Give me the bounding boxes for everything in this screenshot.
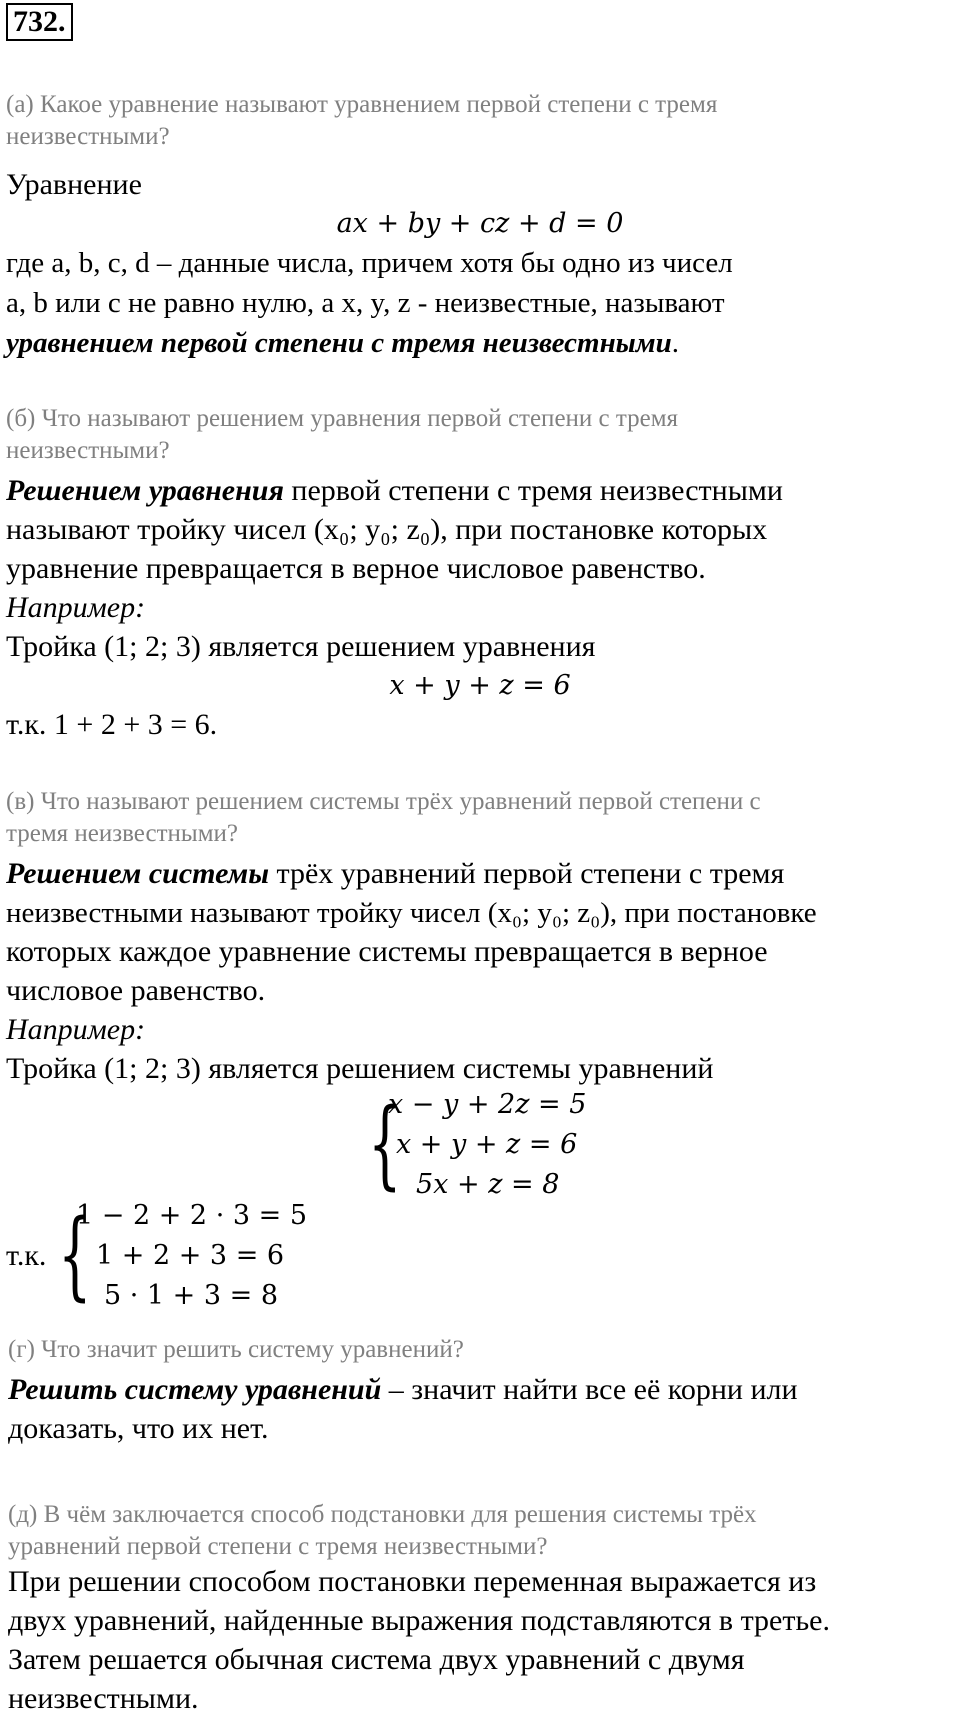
answer-c-line1-rest: трёх уравнений первой степени с тремя (269, 857, 785, 890)
example-text-c: Тройка (1; 2; 3) является решением системы уравнений (6, 1052, 714, 1085)
term-first-degree-equation: уравнением первой степени с тремя неизвестными (6, 327, 672, 359)
answer-b-line1 (6, 472, 783, 510)
because-b: т.к. 1 + 2 + 3 = 6. (6, 708, 218, 741)
check-row-2: 1 + 2 + 3 = 6 (96, 1240, 285, 1271)
system-row-2: x + y + z = 6 (396, 1129, 578, 1160)
term-end: . (671, 327, 680, 359)
answer-c-line3: которых каждое уравнение системы превращается в верное (6, 935, 768, 968)
answer-a-line1: где a, b, c, d – данные числа, причем хотя бы одно из чисел (6, 247, 733, 279)
example-equation-b: x + y + z = 6 (389, 670, 571, 701)
answer-d-line1-rest: – значит найти все её корни или (381, 1373, 798, 1406)
question-d: (г) Что значит решить систему уравнений? (8, 1336, 464, 1363)
term-solve-system: Решить систему уравнений (8, 1373, 382, 1406)
answer-b-line2: называют тройку чисел (x₀; y₀; z₀), при постановке которых (6, 513, 768, 546)
answer-b-line3: уравнение превращается в верное числовое равенство. (6, 552, 706, 585)
question-c-line2: тремя неизвестными? (6, 820, 238, 847)
check-row-3: 5 · 1 + 3 = 8 (104, 1280, 279, 1311)
question-a-line1: (а) Какое уравнение называют уравнением первой степени с тремя (6, 91, 718, 118)
term-equation-solution: Решением уравнения (6, 474, 284, 507)
answer-a-line2: a, b или c не равно нулю, а x, y, z - неизвестные, называют (6, 287, 725, 319)
answer-a-line3 (6, 324, 679, 362)
question-a-line2: неизвестными? (6, 123, 170, 150)
question-b-line2: неизвестными? (6, 437, 170, 464)
term-system-solution: Решением системы (6, 857, 270, 890)
question-e-line2: уравнений первой степени с тремя неизвестными? (8, 1533, 548, 1560)
question-e-line1: (д) В чём заключается способ подстановки для решения системы трёх (8, 1501, 757, 1528)
check-system-rows (76, 1196, 307, 1316)
example-text-b: Тройка (1; 2; 3) является решением уравнения (6, 630, 596, 663)
answer-e-line4: неизвестными. (8, 1682, 199, 1715)
question-b-line1: (б) Что называют решением уравнения первой степени с тремя (6, 405, 679, 432)
example-label-c: Например: (6, 1013, 146, 1046)
answer-e-line2: двух уравнений, найденные выражения подставляются в третье. (8, 1604, 830, 1637)
answer-c-line4: числовое равенство. (6, 974, 266, 1007)
answer-c-line1 (6, 855, 784, 893)
answer-a-intro: Уравнение (6, 168, 142, 201)
system-row-1: x − y + 2z = 5 (388, 1089, 587, 1120)
check-system-brace: { (58, 1199, 92, 1311)
system-row-3: 5x + z = 8 (416, 1169, 560, 1200)
problem-number: 732. (6, 3, 73, 41)
answer-e-line1: При решении способом постановки переменная выражается из (8, 1565, 817, 1598)
question-c-line1: (в) Что называют решением системы трёх уравнений первой степени с (6, 788, 761, 815)
equation-general: ax + by + cz + d = 0 (336, 208, 624, 239)
answer-b-line1-rest: первой степени с тремя неизвестными (283, 474, 783, 507)
answer-d-line2: доказать, что их нет. (8, 1412, 269, 1445)
because-c-label: т.к. (6, 1239, 47, 1272)
answer-c-line2: неизвестными называют тройку чисел (x₀; y₀; z₀), при постановке (6, 897, 817, 929)
system-rows (388, 1085, 586, 1205)
answer-d-line1 (8, 1371, 798, 1409)
example-label-b: Например: (6, 591, 146, 624)
system-brace: { (368, 1088, 402, 1200)
answer-e-line3: Затем решается обычная система двух уравнений с двумя (8, 1643, 745, 1676)
check-row-1: 1 − 2 + 2 · 3 = 5 (76, 1200, 308, 1231)
